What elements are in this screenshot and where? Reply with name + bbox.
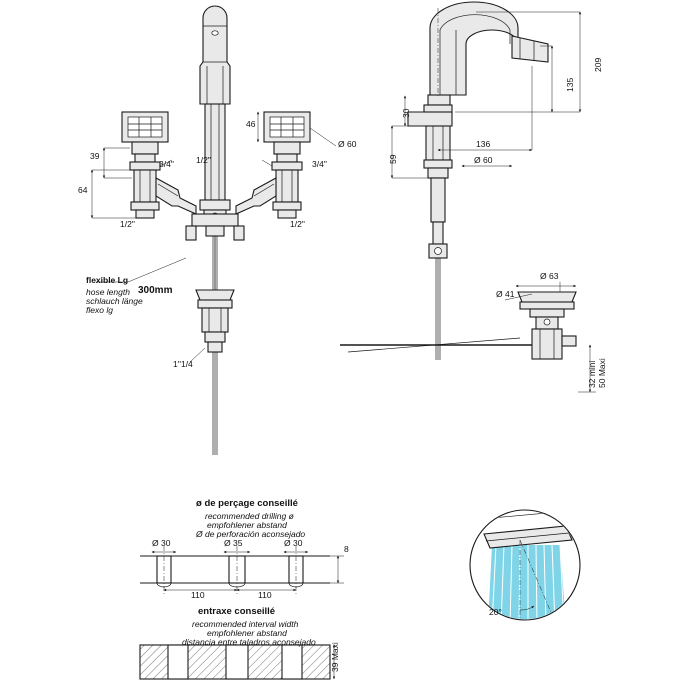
- thread-waste: 1''1/4: [173, 359, 193, 369]
- dim-dia-60-outlet: Ø 60: [474, 155, 493, 165]
- spacing-right: 110: [258, 590, 272, 600]
- dim-dia-63: Ø 63: [540, 271, 559, 281]
- drilling-title-main: ø de perçage conseillé: [196, 498, 298, 509]
- thread-12-right: 1/2": [290, 219, 305, 229]
- dim-135: 135: [565, 77, 575, 92]
- front-center-tee: [186, 214, 244, 290]
- side-dimensions: [392, 8, 580, 178]
- note-hose-length-value: 300mm: [138, 285, 173, 296]
- note-flexible-lg: flexible Lg: [86, 275, 129, 285]
- outlet-angle: 20°: [489, 607, 502, 617]
- thread-34-right: 3/4": [312, 159, 327, 169]
- thread-12-left: 1/2": [120, 219, 135, 229]
- interval-title-en: recommended interval width: [192, 619, 299, 629]
- hole-dia-left: Ø 30: [152, 538, 171, 548]
- drilling-diagram: [140, 546, 344, 596]
- dim-209: 209: [593, 57, 603, 72]
- note-hose-length-en: hose length: [86, 287, 130, 297]
- drilling-title-de: empfohlener abstand: [207, 520, 287, 530]
- dim-46: 46: [246, 119, 256, 129]
- drilling-title-es: Ø de perforación aconsejado: [196, 529, 306, 539]
- side-spout: [340, 2, 548, 360]
- interval-title-de: empfohlener abstand: [207, 628, 287, 638]
- dim-64: 64: [78, 185, 88, 195]
- dim-dia-60-handle: Ø 60: [338, 139, 357, 149]
- hole-dia-center: Ø 35: [224, 538, 243, 548]
- drilling-title-en: recommended drilling ø: [205, 511, 294, 521]
- dim-59: 59: [388, 154, 398, 164]
- note-hose-length-es: flexo lg: [86, 305, 113, 315]
- note-hose-length-de: schlauch länge: [86, 296, 143, 306]
- dim-30: 30: [401, 108, 411, 118]
- hole-dia-right: Ø 30: [284, 538, 303, 548]
- interval-max: 39 Maxi: [330, 642, 340, 672]
- interval-section: [140, 645, 334, 679]
- dim-32-mini: 32 mini: [587, 360, 597, 388]
- interval-title-es: distancia entre taladros aconsejado: [182, 637, 316, 647]
- dim-dia-41: Ø 41: [496, 289, 515, 299]
- deck-thickness: 8: [344, 544, 349, 554]
- outlet-angle-detail: [470, 510, 580, 628]
- thread-12-center: 1/2": [196, 155, 211, 165]
- waste-detail: [505, 282, 596, 392]
- dim-50-maxi: 50 Maxi: [597, 358, 607, 388]
- dim-39: 39: [90, 151, 100, 161]
- spacing-left: 110: [191, 590, 205, 600]
- dim-136: 136: [476, 139, 491, 149]
- thread-34-left: 3/4": [159, 159, 174, 169]
- front-waste: [196, 290, 234, 455]
- interval-title-main: entraxe conseillé: [198, 606, 276, 617]
